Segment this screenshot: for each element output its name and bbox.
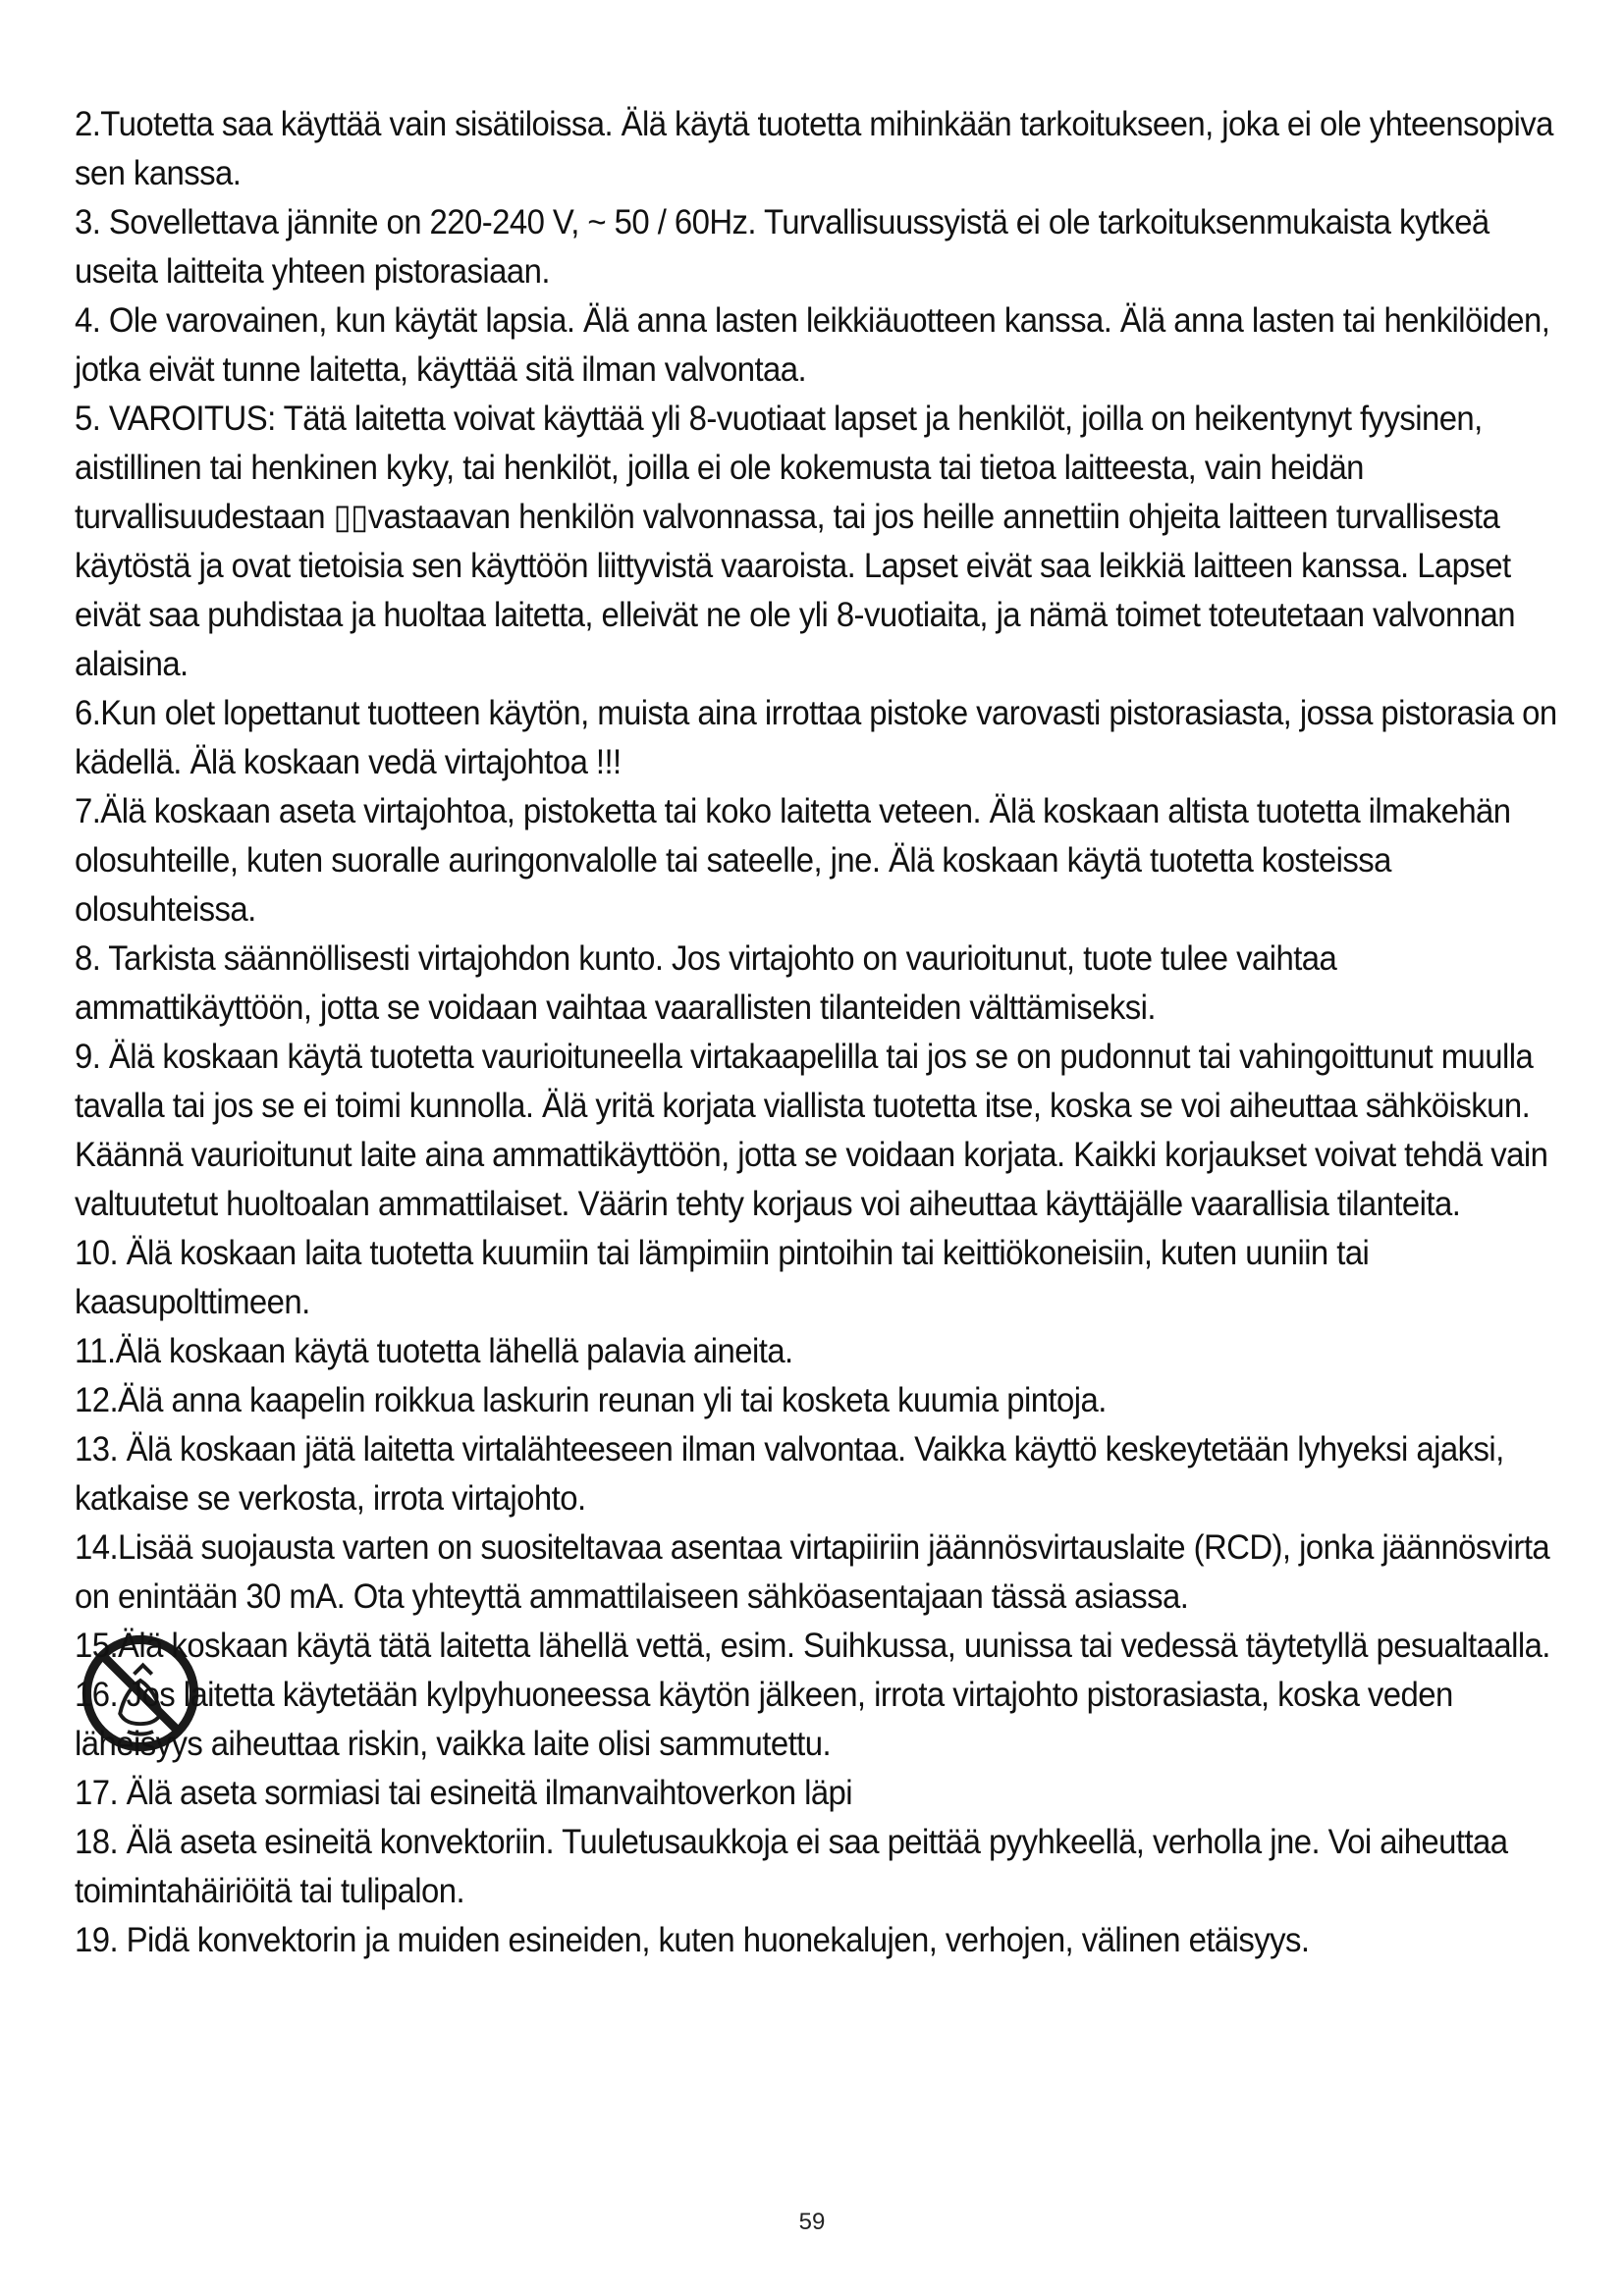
paragraph-item-5: 5. VAROITUS: Tätä laitetta voivat käyttää yli 8-vuotiaat lapset ja henkilöt, joilla on heikentynyt fyysinen, aistillinen tai henkinen kyky, tai henkilöt, joilla ei ole kokemusta tai tietoa laitteesta, vain heidän turvallisuudestaan ▯▯vastaavan henkilön valvonnassa, tai jos heille annettiin ohjeita laitteen turvallisesta käytöstä ja ovat tietoisia sen käyttöön liittyvistä vaaroista. Lapset eivät saa leikkiä laitteen kanssa. Lapset eivät saa puhdistaa ja huoltaa laitetta, elleivät ne ole yli 8-vuotiaita, ja nämä toimet toteutetaan valvonnan alaisina. [75,400,1515,683]
page-number: 59 [798,2209,826,2235]
manual-page [75,100,1567,1965]
paragraph-item-11: 11.Älä koskaan käytä tuotetta lähellä palavia aineita. [75,1332,793,1370]
warning-paragraph-group [75,1622,1567,1769]
paragraph-item-15: 15.Älä koskaan käytä tätä laitetta lähellä vettä, esim. Suihkussa, uunissa tai vedessä täytetyllä pesualtaalla. [75,1627,1550,1665]
paragraph-item-3: 3. Sovellettava jännite on 220-240 V, ~ 50 / 60Hz. Turvallisuussyistä ei ole tarkoituksenmukaista kytkeä useita laitteita yhteen pistorasiaan. [75,203,1489,291]
paragraph-item-18: 18. Älä aseta esineitä konvektoriin. Tuuletusaukkoja ei saa peittää pyyhkeellä, verholla jne. Voi aiheuttaa toimintahäiriöitä tai tulipalon. [75,1823,1508,1910]
paragraph-item-9: 9. Älä koskaan käytä tuotetta vaurioituneella virtakaapelilla tai jos se on pudonnut tai vahingoittunut muulla tavalla tai jos se ei toimi kunnolla. Älä yritä korjata viallista tuotetta itse, koska se voi aiheuttaa sähköiskun. Käännä vaurioitunut laite aina ammattikäyttöön, jotta se voidaan korjata. Kaikki korjaukset voivat tehdä vain valtuutetut huoltoalan ammattilaiset. Väärin tehty korjaus voi aiheuttaa käyttäjälle vaarallisia tilanteita. [75,1038,1548,1223]
paragraph-item-2: 2.Tuotetta saa käyttää vain sisätiloissa. Älä käytä tuotetta mihinkään tarkoitukseen, joka ei ole yhteensopiva sen kanssa. [75,105,1553,192]
paragraph-item-17: 17. Älä aseta sormiasi tai esineitä ilmanvaihtoverkon läpi [75,1774,853,1812]
paragraph-item-13: 13. Älä koskaan jätä laitetta virtalähteeseen ilman valvontaa. Vaikka käyttö keskeytetään lyhyeksi ajaksi, katkaise se verkosta, irrota virtajohto. [75,1430,1504,1518]
paragraph-item-4: 4. Ole varovainen, kun käytät lapsia. Älä anna lasten leikkiäuotteen kanssa. Älä anna lasten tai henkilöiden, jotka eivät tunne laitetta, käyttää sitä ilman valvontaa. [75,301,1550,389]
paragraph-item-16: 16. Jos laitetta käytetään kylpyhuoneessa käytön jälkeen, irrota virtajohto pistorasiasta, koska veden läheisyys aiheuttaa riskin, vaikka laite olisi sammutettu. [75,1676,1453,1763]
paragraph-item-10: 10. Älä koskaan laita tuotetta kuumiin tai lämpimiin pintoihin tai keittiökoneisiin, kuten uuniin tai kaasupolttimeen. [75,1234,1370,1321]
paragraph-item-14: 14.Lisää suojausta varten on suositeltavaa asentaa virtapiiriin jäännösvirtauslaite (RCD), jonka jäännösvirta on enintään 30 mA. Ota yhteyttä ammattilaiseen sähköasentajaan tässä asiassa. [75,1528,1550,1616]
paragraph-item-6: 6.Kun olet lopettanut tuotteen käytön, muista aina irrottaa pistoke varovasti pistorasiasta, jossa pistorasia on kädellä. Älä koskaan vedä virtajohtoa !!! [75,694,1557,781]
paragraph-item-7: 7.Älä koskaan aseta virtajohtoa, pistoketta tai koko laitetta veteen. Älä koskaan altista tuotetta ilmakehän olosuhteille, kuten suoralle auringonvalolle tai sateelle, jne. Älä koskaan käytä tuotetta kosteissa olosuhteissa. [75,792,1511,929]
paragraph-item-12: 12.Älä anna kaapelin roikkua laskurin reunan yli tai kosketa kuumia pintoja. [75,1381,1107,1419]
paragraph-item-8: 8. Tarkista säännöllisesti virtajohdon kunto. Jos virtajohto on vaurioitunut, tuote tulee vaihtaa ammattikäyttöön, jotta se voidaan vaihtaa vaarallisten tilanteiden välttämiseksi. [75,939,1337,1027]
paragraph-item-19: 19. Pidä konvektorin ja muiden esineiden, kuten huonekalujen, verhojen, välinen etäisyys. [75,1921,1310,1959]
